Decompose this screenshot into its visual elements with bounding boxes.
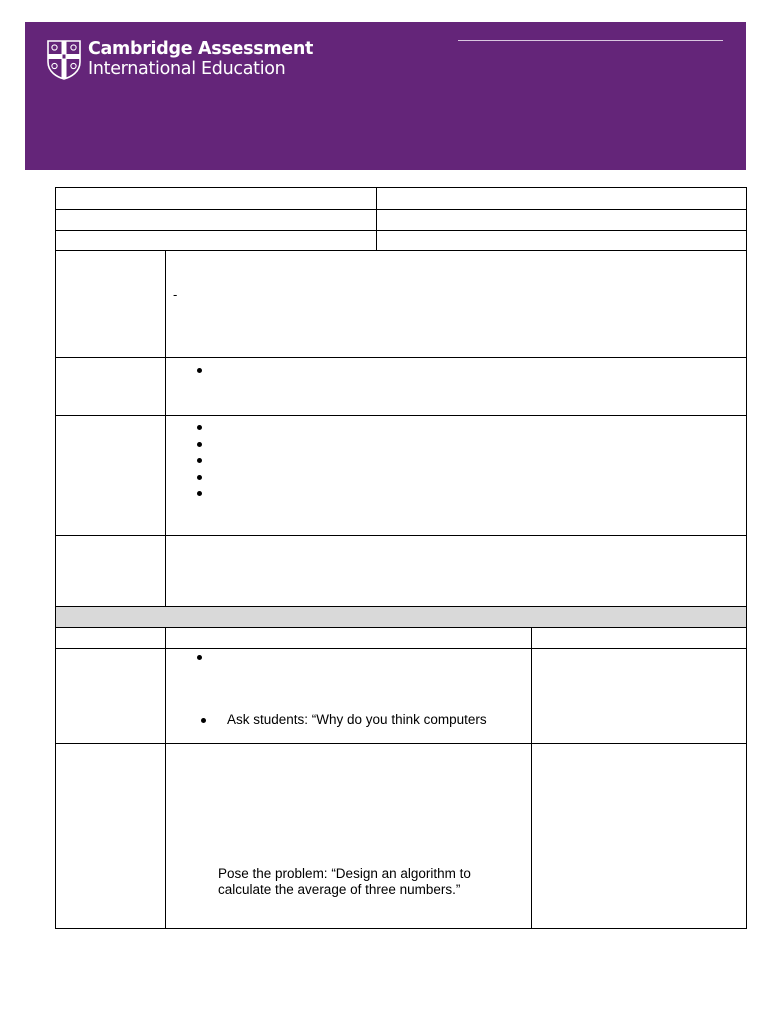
resources-content	[165, 415, 747, 536]
main-content	[165, 743, 532, 929]
notes-content	[165, 535, 747, 607]
main-line-1: Pose the problem: “Design an algorithm to	[218, 866, 471, 881]
info-value-2	[376, 209, 747, 231]
bullet-icon	[197, 425, 202, 430]
outcomes-content	[165, 357, 747, 416]
info-label-2	[55, 209, 377, 231]
resources-label	[55, 415, 166, 536]
brand-line-2: International Education	[88, 58, 286, 79]
starter-item-2: Ask students: “Why do you think computers	[227, 712, 487, 727]
objectives-label	[55, 250, 166, 358]
info-value-1	[376, 187, 747, 210]
starter-notes	[531, 648, 747, 744]
main-line-2: calculate the average of three numbers.”	[218, 882, 461, 897]
col-header-1	[55, 627, 166, 649]
info-value-3	[376, 230, 747, 251]
info-label-3	[55, 230, 377, 251]
bullet-icon	[197, 368, 202, 373]
main-label	[55, 743, 166, 929]
col-header-2	[165, 627, 532, 649]
brand-line-1: Cambridge Assessment	[88, 39, 314, 59]
info-label-1	[55, 187, 377, 210]
notes-label	[55, 535, 166, 607]
starter-label	[55, 648, 166, 744]
col-header-3	[531, 627, 747, 649]
bullet-icon	[197, 491, 202, 496]
bullet-icon	[197, 655, 202, 660]
bullet-icon	[197, 458, 202, 463]
header-rule	[458, 40, 723, 41]
bullet-icon	[197, 442, 202, 447]
outcomes-label	[55, 357, 166, 416]
bullet-icon	[197, 475, 202, 480]
main-notes	[531, 743, 747, 929]
starter-content	[165, 648, 532, 744]
dash-mark: -	[173, 287, 178, 302]
bullet-icon	[201, 718, 206, 723]
brand-logo	[47, 40, 313, 80]
section-header-row	[55, 606, 747, 628]
brand-wordmark	[88, 40, 313, 79]
brand-header	[25, 22, 746, 170]
objectives-content	[165, 250, 747, 358]
crest-icon	[47, 40, 81, 80]
